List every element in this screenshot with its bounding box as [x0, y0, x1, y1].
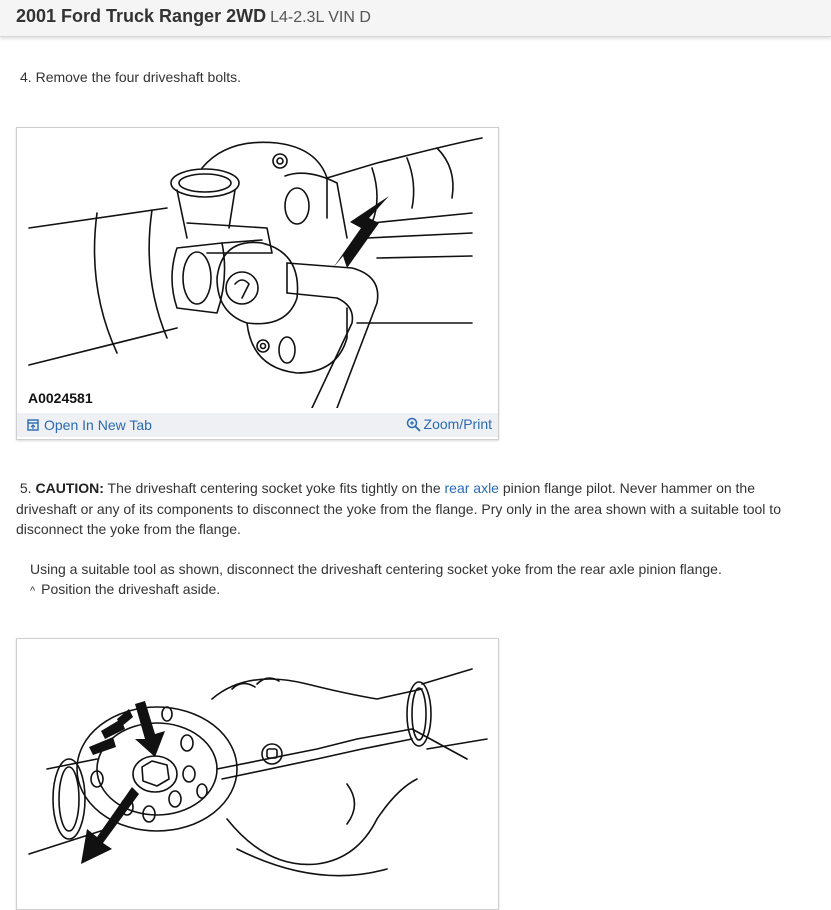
open-in-new-tab-label: Open In New Tab	[44, 417, 152, 433]
step-4-text: Remove the four driveshaft bolts.	[35, 69, 242, 85]
caution-text-pre: The driveshaft centering socket yoke fits tightly on the	[107, 480, 441, 496]
page-header	[0, 0, 831, 37]
instruction-text: Using a suitable tool as shown, disconnect the driveshaft centering socket yoke from the rear axle pinion flange.	[30, 561, 722, 577]
zoom-print-label: Zoom/Print	[423, 416, 492, 432]
open-tab-icon	[27, 419, 39, 431]
figure-pry-yoke	[16, 638, 499, 910]
step-4-number: 4.	[20, 69, 32, 85]
engine-subtitle: L4-2.3L VIN D	[270, 9, 371, 26]
step-5-instruction	[30, 559, 820, 580]
page-title	[16, 6, 371, 27]
bullet-mark: ^	[30, 585, 36, 597]
zoom-icon	[406, 417, 421, 432]
open-in-new-tab-link[interactable]	[27, 417, 152, 433]
figure-driveshaft-bolts	[16, 127, 499, 440]
caution-label: CAUTION:	[35, 480, 104, 496]
step-5-bullet	[30, 579, 220, 602]
pry-indicator-marks	[89, 709, 133, 755]
caution-text-post: pinion flange pilot. Never hammer on the driveshaft or any of its components to disconnect the yoke from the flange. Pry only in the area shown with a suitable tool to disconnect the yoke from the flange.	[16, 480, 781, 537]
zoom-print-link[interactable]	[406, 416, 492, 432]
bullet-text: Position the driveshaft aside.	[41, 581, 221, 597]
step-5-caution	[16, 478, 806, 540]
vehicle-title: 2001 Ford Truck Ranger 2WD	[16, 6, 267, 26]
driveshaft-bolts-illustration	[17, 128, 498, 408]
figure-toolbar	[17, 413, 498, 437]
pry-arrow-upper	[135, 701, 165, 757]
rear-axle-link[interactable]: rear axle	[444, 480, 499, 496]
step-4	[20, 67, 241, 88]
step-5-number: 5.	[19, 480, 32, 496]
pry-yoke-illustration	[17, 639, 498, 901]
figure-id-label: A0024581	[28, 390, 93, 406]
